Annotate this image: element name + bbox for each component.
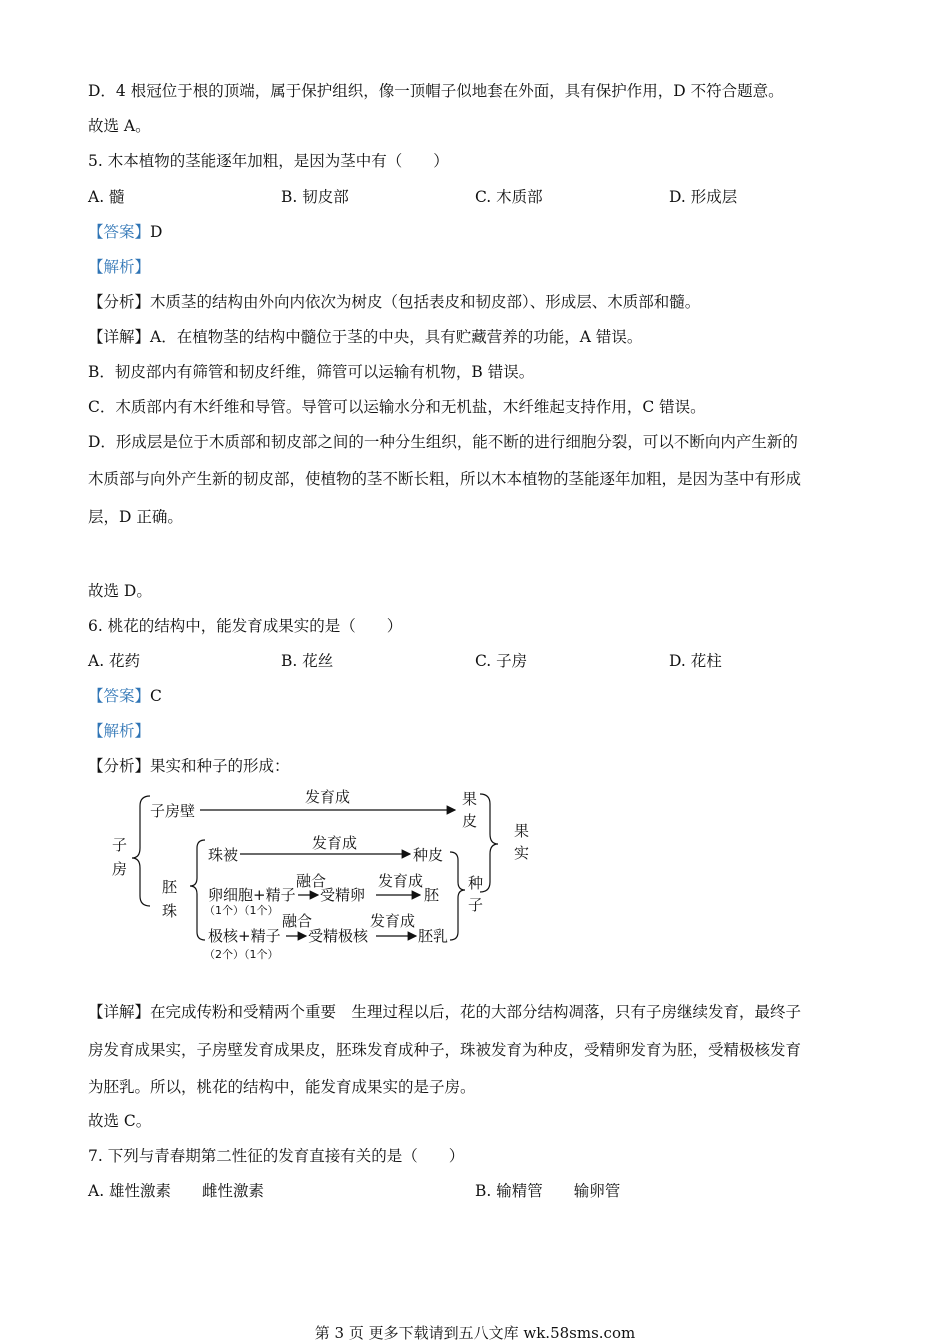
label-zhubei: 珠被	[208, 846, 239, 864]
q5-detail-b: B．韧皮部内有筛管和韧皮纤维，筛管可以运输有机物，B 错误。	[88, 363, 535, 381]
label-guoshi-1: 果	[514, 822, 530, 840]
q6-answer-value: C	[150, 687, 162, 705]
label-fayucheng-1: 发育成	[305, 788, 351, 806]
q5-detail-a	[88, 326, 642, 348]
label-guo: 果	[462, 790, 478, 808]
q5-jiexi-tag	[88, 256, 150, 278]
brace-peizhu	[190, 840, 205, 940]
label-pei-zhu-1: 胚	[162, 878, 178, 896]
q6-option-d: D. 花柱	[669, 652, 722, 670]
q5-option-b: B. 韧皮部	[281, 188, 349, 206]
q6-analysis	[88, 755, 290, 777]
q5-detail-d2: 木质部与向外产生新的韧皮部，使植物的茎不断长粗，所以木本植物的茎能逐年加粗，是因为茎中有形成	[88, 470, 802, 488]
q6-option-a: A. 花药	[88, 652, 141, 670]
q5-detail-d1: D．形成层是位于木质部和韧皮部之间的一种分生组织，能不断的进行细胞分裂，可以不断向内产生新的	[88, 433, 798, 451]
q5-option-a: A. 髓	[88, 188, 125, 206]
label-guoshi-2: 实	[514, 844, 530, 862]
label-jihe-count: （2个）（1个）	[204, 948, 279, 961]
q5-detail-a-text: A．在植物茎的结构中髓位于茎的中央，具有贮藏营养的功能，A 错误。	[150, 328, 643, 346]
label-luan-count: （1个）（1个）	[204, 904, 279, 917]
q6-jiexi-tag	[88, 720, 150, 742]
fruit-formation-diagram	[100, 782, 540, 972]
answer-tag: 【答案】	[88, 687, 151, 705]
q6-analysis-text: 果实和种子的形成：	[150, 757, 290, 775]
label-shoujingjihe: 受精极核	[308, 927, 369, 945]
brace-zhongzi	[450, 852, 465, 940]
q7-option-a: A. 雄性激素 雌性激素	[88, 1182, 265, 1200]
label-shoujingluan: 受精卵	[320, 886, 366, 904]
q5-detail-c: C．木质部内有木纤维和导管。导管可以运输水分和无机盐，木纤维起支持作用，C 错误。	[88, 398, 706, 416]
q5-answer	[88, 221, 162, 243]
label-fayucheng-3: 发育成	[378, 872, 424, 890]
q5-analysis	[88, 291, 700, 313]
text-line-d4: D．4 根冠位于根的顶端，属于保护组织，像一顶帽子似地套在外面，具有保护作用，D 不符合题意。	[88, 82, 784, 100]
label-pei: 胚	[424, 886, 440, 904]
q6-detail-1	[88, 1001, 801, 1023]
label-ronghe-2: 融合	[282, 912, 313, 930]
q5-answer-value: D	[150, 223, 163, 241]
q6-detail-1-text: 在完成传粉和受精两个重要 生理过程以后，花的大部分结构凋落，只有子房继续发育，最终子	[150, 1003, 802, 1021]
fenxi-tag: 【分析】	[88, 293, 151, 311]
q6-pick: 故选 C。	[88, 1112, 152, 1130]
q5-analysis-text: 木质茎的结构由外向内依次为树皮（包括表皮和韧皮部）、形成层、木质部和髓。	[150, 293, 701, 311]
label-pi: 皮	[462, 812, 478, 830]
q5-option-c: C. 木质部	[475, 188, 543, 206]
q6-detail-3: 为胚乳。所以，桃花的结构中，能发育成果实的是子房。	[88, 1078, 476, 1096]
label-luanxibao: 卵细胞+精子	[208, 886, 296, 904]
label-jihe: 极核+精子	[208, 927, 281, 945]
q6-option-b: B. 花丝	[281, 652, 334, 670]
q5-detail-d3: 层，D 正确。	[88, 508, 183, 526]
label-zhongpi: 种皮	[413, 846, 444, 864]
q7-option-b: B. 输精管 输卵管	[475, 1182, 621, 1200]
jiexi-tag: 【解析】	[88, 258, 151, 276]
question-6: 6. 桃花的结构中，能发育成果实的是（ ）	[88, 617, 403, 635]
label-zifangbi: 子房壁	[150, 802, 196, 820]
fenxi-tag: 【分析】	[88, 757, 151, 775]
jiexi-tag: 【解析】	[88, 722, 151, 740]
answer-choice-a: 故选 A。	[88, 117, 151, 135]
label-ronghe-1: 融合	[296, 872, 327, 890]
q5-option-d: D. 形成层	[669, 188, 738, 206]
xiangjie-tag: 【详解】	[88, 1003, 151, 1021]
label-fayucheng-2: 发育成	[312, 834, 358, 852]
label-zi: 子	[112, 836, 128, 854]
label-fayucheng-4: 发育成	[370, 912, 416, 930]
brace-zifang	[132, 796, 150, 906]
label-zi2: 子	[468, 896, 484, 914]
question-7: 7. 下列与青春期第二性征的发育直接有关的是（ ）	[88, 1147, 465, 1165]
page-footer: 第 3 页 更多下载请到五八文库 wk.58sms.com	[314, 1324, 636, 1342]
q5-pick: 故选 D。	[88, 582, 152, 600]
label-pei-zhu-2: 珠	[162, 902, 178, 920]
label-peiru: 胚乳	[418, 927, 449, 945]
label-zhong: 种	[468, 874, 484, 892]
q6-detail-2: 房发育成果实，子房壁发育成果皮，胚珠发育成种子，珠被发育为种皮，受精卵发育为胚，受精极核发育	[88, 1041, 802, 1059]
question-5: 5. 木本植物的茎能逐年加粗，是因为茎中有（ ）	[88, 152, 449, 170]
xiangjie-tag: 【详解】	[88, 328, 151, 346]
q6-answer	[88, 685, 162, 707]
q6-option-c: C. 子房	[475, 652, 528, 670]
answer-tag: 【答案】	[88, 223, 151, 241]
label-fang: 房	[112, 860, 128, 878]
